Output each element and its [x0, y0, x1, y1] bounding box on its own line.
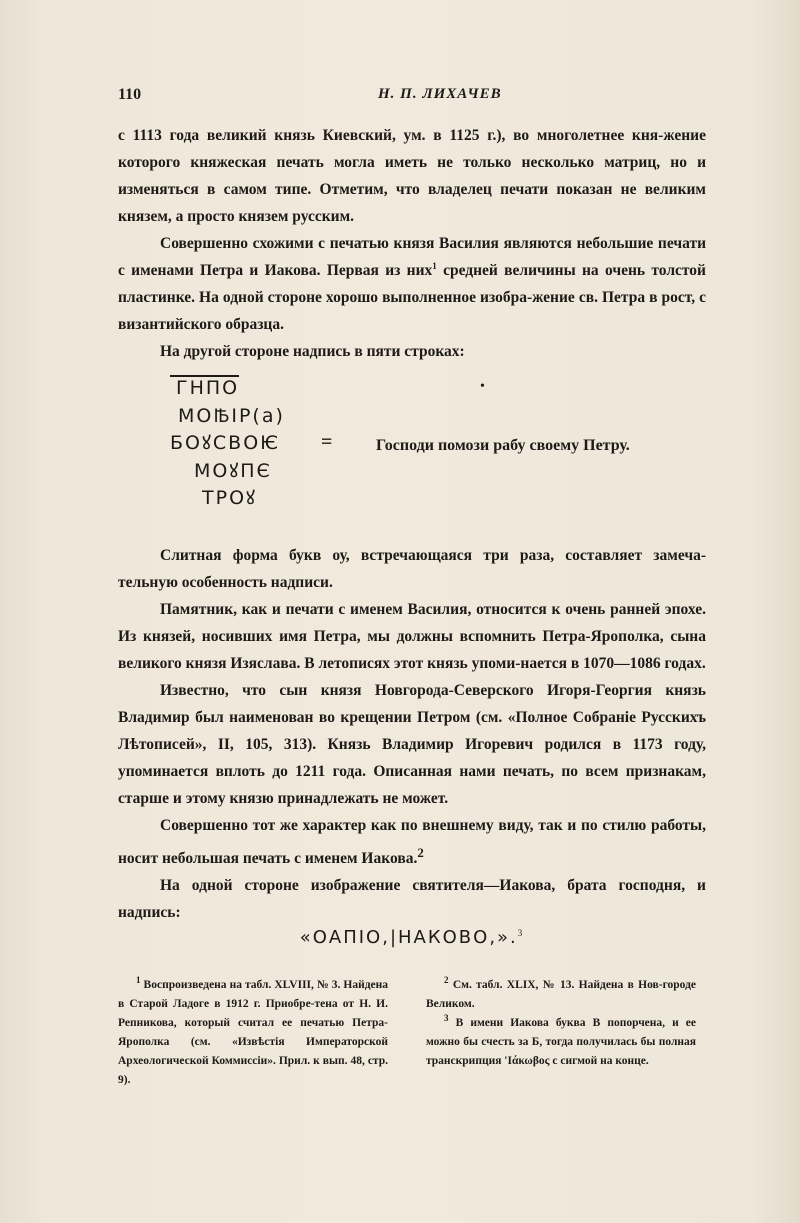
footnote — [426, 976, 696, 1014]
footnote-number: 3 — [444, 1013, 449, 1024]
paragraph — [118, 230, 706, 338]
footnote-number: 1 — [136, 975, 141, 986]
ornament-mark: • — [480, 379, 485, 394]
paragraph-part: Совершенно тот же характер как по внешнему виду, так и по стилю работы, носит небольшая печать с именем Иакова. — [118, 817, 706, 868]
paragraph-part: средней величины на очень толстой пластинке. На одной стороне хорошо выполненное изобра-жение св. Петра в рост, с византийского образца. — [118, 262, 706, 333]
running-title: Н. П. ЛИХАЧЕВ — [378, 86, 502, 102]
paragraph — [118, 812, 706, 872]
footnote-text: В имени Иакова буква В попорчена, и ее можно бы счесть за Б, тогда получилась бы полная транскрипция 'Ιάκωβος с сигмой на конце. — [426, 1017, 697, 1067]
footnote-number: 2 — [444, 975, 449, 986]
inscription-line: МОꙋПЄ — [194, 459, 272, 482]
paragraph: Известно, что сын князя Новгорода-Северского Игоря-Георгия князь Владимир был наименован во крещении Петром (см. «Полное Собраніе Русскихъ Лѣтописей», II, 105, 313). Князь Владимир Игоревич родился в 1173 году, упоминается вплоть до 1211 года. Описанная нами печать, по всем признакам, старше и этому князю принадлежать не может. — [118, 682, 706, 807]
page-number: 110 — [118, 86, 142, 103]
inscription-line: МОꙒІР(а) — [178, 404, 285, 427]
footnote-ref: 2 — [417, 845, 424, 860]
footnote-ref: 3 — [517, 928, 525, 938]
footnote — [426, 1014, 696, 1071]
running-head — [118, 86, 706, 108]
inscription-lines — [170, 373, 285, 513]
footnote-text: Воспроизведена на табл. XLVIII, № 3. Найдена в Старой Ладоге в 1912 г. Приобре-тена от Н. И. Репникова, который считал ее печатью Петра-Ярополка (см. «Извѣстія Императорской Археологической Коммиссіи». Прил. к вып. 48, стр. 9). — [118, 979, 388, 1086]
main-text-top — [118, 122, 706, 365]
main-text-bottom — [118, 542, 706, 926]
inscription-line: ГНПО — [170, 375, 239, 399]
seal-legend-text: «ОАПІО,|НАКОВО,». — [299, 927, 518, 948]
footnotes-right-column — [426, 976, 696, 1071]
paragraph: Памятник, как и печати с именем Василия, относится к очень ранней эпохе. Из князей, носивших имя Петра, мы должны вспомнить Петра-Ярополка, сына великого князя Изяслава. В летописях этот князь упоми-нается в 1070—1086 годах. — [118, 601, 706, 672]
paragraph: На одной стороне изображение святителя—Иакова, брата господня, и надпись: — [118, 877, 706, 922]
seal-inscription — [118, 369, 706, 519]
equals-sign: = — [321, 431, 333, 453]
seal-legend — [118, 927, 706, 948]
paragraph: Слитная форма букв оу, встречающаяся три раза, составляет замеча-тельную особенность надписи. — [118, 547, 706, 591]
paragraph-part: Совершенно схожими с печатью князя Василия являются небольшие печати с именами Петра и Иакова. Первая из них — [118, 235, 706, 279]
inscription-translation: Господи помози рабу своему Петру. — [376, 437, 630, 454]
inscription-line: ТРОꙋ — [202, 487, 257, 509]
footnote — [118, 976, 388, 1090]
footnote-ref: 1 — [432, 260, 437, 271]
inscription-line: БОꙋСВОѤ — [170, 432, 281, 454]
paragraph: с 1113 года великий князь Киевский, ум. в 1125 г.), во многолетнее кня-жение которого княжеская печать могла иметь не только несколько матриц, но и изменяться в самом типе. Отметим, что владелец печати показан не великим князем, а просто князем русским. — [118, 127, 706, 225]
footnote-text: См. табл. XLIX, № 13. Найдена в Нов-городе Великом. — [426, 979, 697, 1010]
footnotes-left-column — [118, 976, 388, 1090]
footnotes — [118, 976, 706, 1116]
paragraph: На другой стороне надпись в пяти строках: — [160, 343, 465, 360]
